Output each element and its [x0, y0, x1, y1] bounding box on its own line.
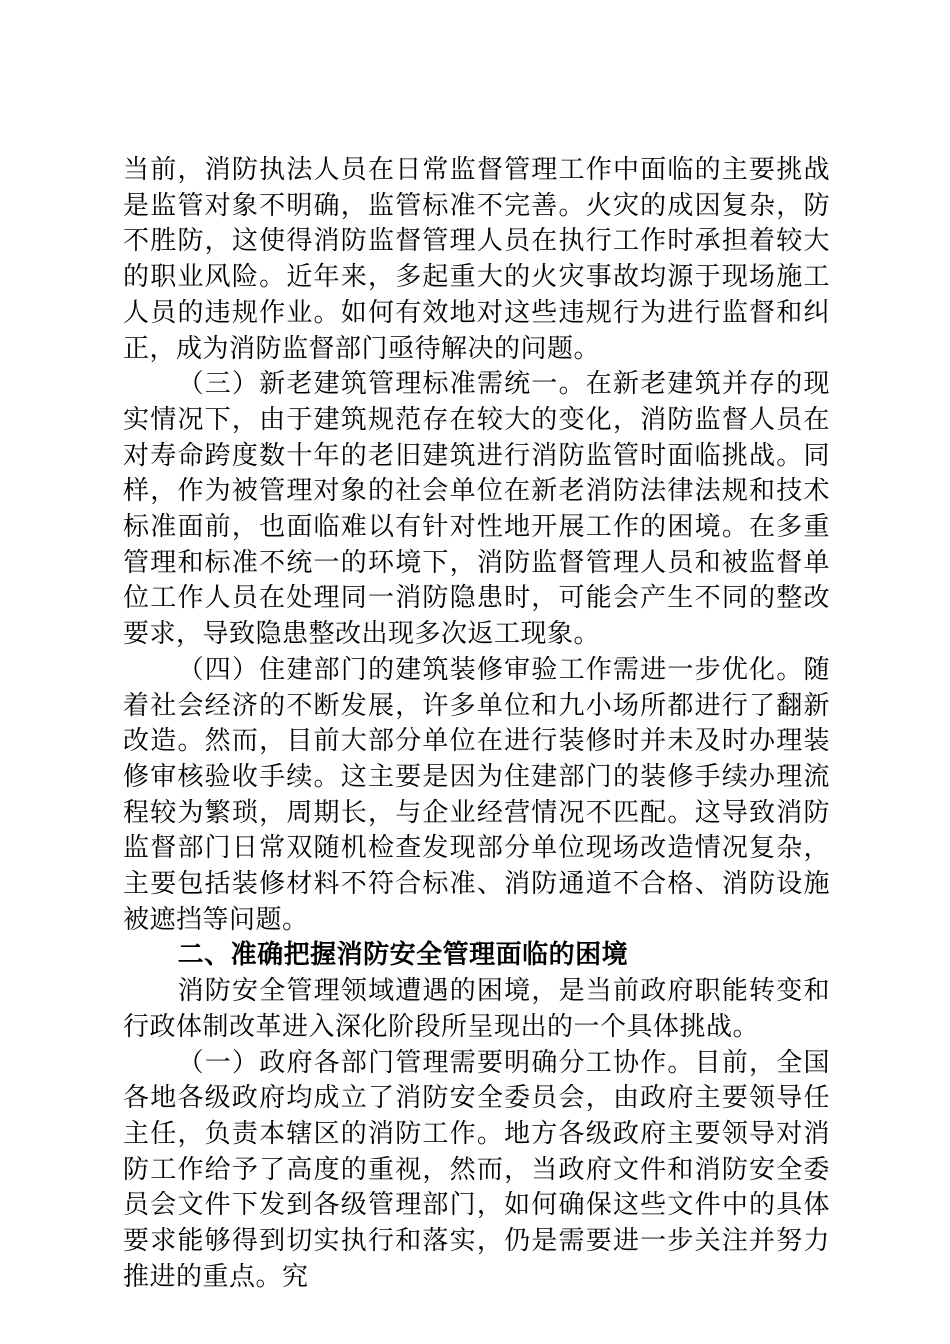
- paragraph-department-coordination: （一）政府各部门管理需要明确分工协作。目前，全国各地各级政府均成立了消防安全委员会，由政府主要领导任主任，负责本辖区的消防工作。地方各级政府主要领导对消防工作给予了高度的重视，然而，当政府文件和消防安全委员会文件下发到各级管理部门，如何确保这些文件中的具体要求能够得到切实执行和落实，仍是需要进一步关注并努力推进的重点。究: [123, 1047, 830, 1292]
- paragraph-supervision-challenges: 当前，消防执法人员在日常监督管理工作中面临的主要挑战是监管对象不明确，监管标准不完善。火灾的成因复杂，防不胜防，这使得消防监督管理人员在执行工作时承担着较大的职业风险。近年来，多起重大的火灾事故均源于现场施工人员的违规作业。如何有效地对这些违规行为进行监督和纠正，成为消防监督部门亟待解决的问题。: [123, 155, 830, 364]
- paragraph-management-dilemma: 消防安全管理领域遭遇的困境，是当前政府职能转变和行政体制改革进入深化阶段所呈现出的一个具体挑战。: [123, 976, 830, 1042]
- paragraph-renovation-approval: （四）住建部门的建筑装修审验工作需进一步优化。随着社会经济的不断发展，许多单位和九小场所都进行了翻新改造。然而，目前大部分单位在进行装修时并未及时办理装修审核验收手续。这主要是因为住建部门的装修手续办理流程较为繁琐，周期长，与企业经营情况不匹配。这导致消防监督部门日常双随机检查发现部分单位现场改造情况复杂，主要包括装修材料不符合标准、消防通道不合格、消防设施被遮挡等问题。: [123, 654, 830, 935]
- section-heading: 二、准确把握消防安全管理面临的困境: [177, 940, 629, 971]
- paragraph-building-standards: （三）新老建筑管理标准需统一。在新老建筑并存的现实情况下，由于建筑规范存在较大的变化，消防监督人员在对寿命跨度数十年的老旧建筑进行消防监管时面临挑战。同样，作为被管理对象的社会单位在新老消防法律法规和技术标准面前，也面临难以有针对性地开展工作的困境。在多重管理和标准不统一的环境下，消防监督管理人员和被监督单位工作人员在处理同一消防隐患时，可能会产生不同的整改要求，导致隐患整改出现多次返工现象。: [123, 369, 830, 650]
